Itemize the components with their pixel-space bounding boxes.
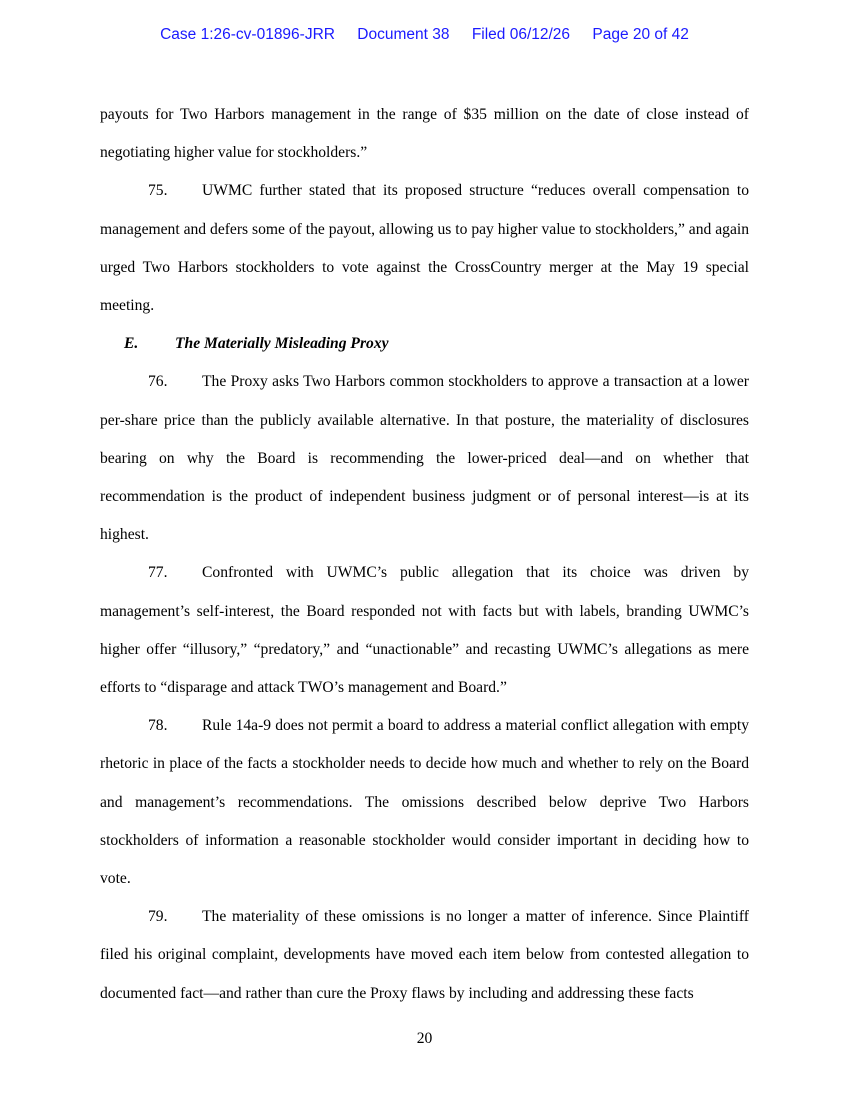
section-letter: E. xyxy=(124,335,139,353)
paragraph-text: The materiality of these omissions is no longer a matter of inference. Since Plaintiff filed his original complaint, developments have moved each item below from contested allegation to documented fact—and rather than cure the Proxy flaws by including and addressing these facts xyxy=(100,908,749,1002)
section-title: The Materially Misleading Proxy xyxy=(175,335,389,353)
paragraph-number: 77. xyxy=(148,564,168,582)
case-header xyxy=(0,26,849,44)
section-heading xyxy=(100,325,749,363)
paragraph-text: UWMC further stated that its proposed structure “reduces overall compensation to management and defers some of the payout, allowing us to pay higher value to stockholders,” and again urged Two Harbors stockholders to vote against the CrossCountry merger at the May 19 special meeting. xyxy=(100,182,749,315)
paragraph-number: 75. xyxy=(148,182,168,200)
filed-date: Filed 06/12/26 xyxy=(471,26,571,43)
page-indicator: Page 20 of 42 xyxy=(592,26,689,43)
paragraph-number: 76. xyxy=(148,373,168,391)
page-number: 20 xyxy=(416,1030,433,1047)
paragraph-75 xyxy=(100,172,749,325)
paragraph-78 xyxy=(100,707,749,898)
paragraph-79 xyxy=(100,898,749,1013)
paragraph-number: 78. xyxy=(148,717,168,735)
document-number: Document 38 xyxy=(357,26,450,43)
paragraph-text: The Proxy asks Two Harbors common stockholders to approve a transaction at a lower per-share price than the publicly available alternative. In that posture, the materiality of disclosures bearing on why the Board is recommending the lower-priced deal—and on whether that recommendation is the product of independent business judgment or of personal interest—is at its highest. xyxy=(100,373,749,544)
paragraph-76 xyxy=(100,363,749,554)
paragraph-text: Rule 14a-9 does not permit a board to address a material conflict allegation with empty rhetoric in place of the facts a stockholder needs to decide how much and whether to rely on the Board and management’s recommendations. The omissions described below deprive Two Harbors stockholders of information a reasonable stockholder would consider important in deciding how to vote. xyxy=(100,717,749,888)
paragraph-77 xyxy=(100,554,749,707)
document-body xyxy=(100,96,749,1013)
paragraph-continuation: payouts for Two Harbors management in the range of $35 million on the date of close instead of negotiating higher value for stockholders.” xyxy=(100,106,749,162)
case-number: Case 1:26-cv-01896-JRR xyxy=(160,26,335,43)
paragraph-number: 79. xyxy=(148,908,168,926)
paragraph-text: Confronted with UWMC’s public allegation that its choice was driven by management’s self-interest, the Board responded not with facts but with labels, branding UWMC’s higher offer “illusory,” “predatory,” and “unactionable” and recasting UWMC’s allegations as mere efforts to “disparage and attack TWO’s management and Board.” xyxy=(100,564,749,697)
